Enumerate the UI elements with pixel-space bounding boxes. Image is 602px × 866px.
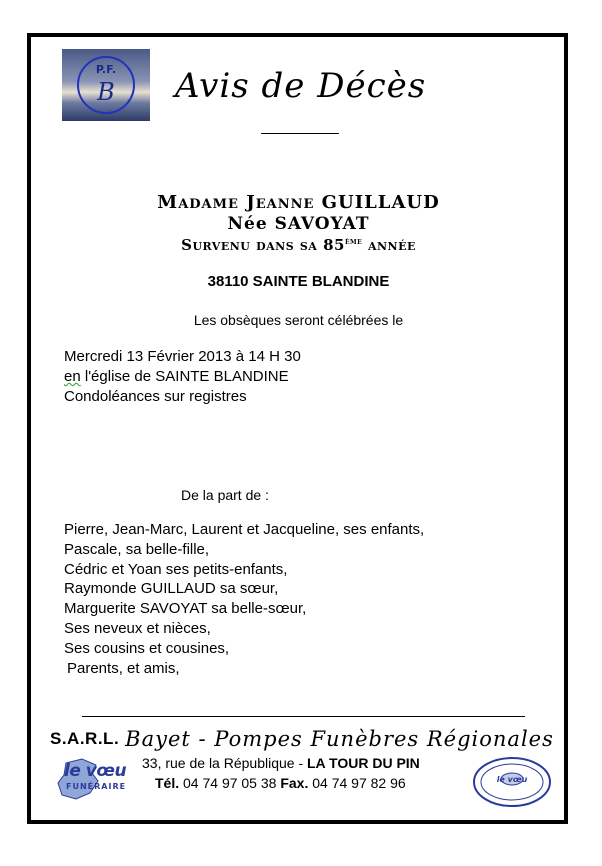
address-street: 33, rue de la République - (142, 755, 307, 771)
address-city: LA TOUR DU PIN (307, 755, 420, 771)
fax-number: 04 74 97 82 96 (308, 775, 406, 791)
age-prefix: Survenu dans sa 85 (181, 236, 345, 254)
title-divider (261, 133, 339, 134)
place-rest: l'église de SAINTE BLANDINE (80, 368, 289, 385)
company-type: S.A.R.L. (50, 729, 120, 748)
funeral-home-address (142, 755, 420, 771)
deceased-name: Madame Jeanne GUILLAUD (157, 192, 440, 213)
tel-label: Tél. (155, 775, 180, 791)
footer-divider (82, 716, 525, 717)
le-voeu-funeraire-logo (52, 757, 136, 803)
family-member: Pierre, Jean-Marc, Laurent et Jacqueline, ses enfants, (64, 521, 425, 538)
deceased-age (30, 236, 567, 254)
pf-logo (62, 49, 150, 121)
fax-label: Fax. (280, 775, 309, 791)
deceased-city: 38110 SAINTE BLANDINE (207, 273, 390, 290)
age-superscript: ème (344, 237, 363, 247)
age-suffix: année (362, 236, 416, 254)
page-border (27, 33, 568, 824)
family-member: Ses cousins et cousines, (64, 639, 230, 657)
family-member: Parents, et amis, (67, 659, 180, 677)
logo-left-main-text: le vœu (64, 761, 127, 781)
family-member: Raymonde GUILLAUD sa sœur, (64, 580, 279, 598)
company-name: Bayet - Pompes Funèbres Régionales (125, 727, 554, 751)
ceremony-intro: Les obsèques seront célébrées le (193, 312, 404, 328)
tel-number: 04 74 97 05 38 (179, 775, 281, 791)
condolences-note: Condoléances sur registres (64, 388, 247, 405)
page-title: Avis de Décès (175, 66, 427, 106)
family-list (64, 520, 424, 678)
family-member: Ses neveux et nièces, (64, 619, 211, 637)
funeral-home-name (50, 727, 554, 751)
family-member: Marguerite SAVOYAT sa belle-sœur, (64, 600, 307, 618)
funeral-home-contact (155, 775, 406, 791)
logo-right-main-text: le vœu (496, 775, 528, 784)
entreprise-agreee-seal (470, 756, 554, 808)
family-intro: De la part de : (181, 487, 269, 503)
logo-letter: B (97, 78, 115, 106)
place-prefix: en (64, 368, 81, 385)
ceremony-date: Mercredi 13 Février 2013 à 14 H 30 (64, 348, 301, 365)
ceremony-place (64, 368, 289, 385)
family-member: Cédric et Yoan ses petits-enfants, (64, 560, 288, 578)
logo-initials: P.F. (95, 63, 117, 76)
logo-left-sub-text: FUNÉRAIRE (66, 782, 127, 791)
family-member: Pascale, sa belle-fille, (64, 540, 210, 558)
deceased-birth-name: Née SAVOYAT (227, 214, 370, 234)
